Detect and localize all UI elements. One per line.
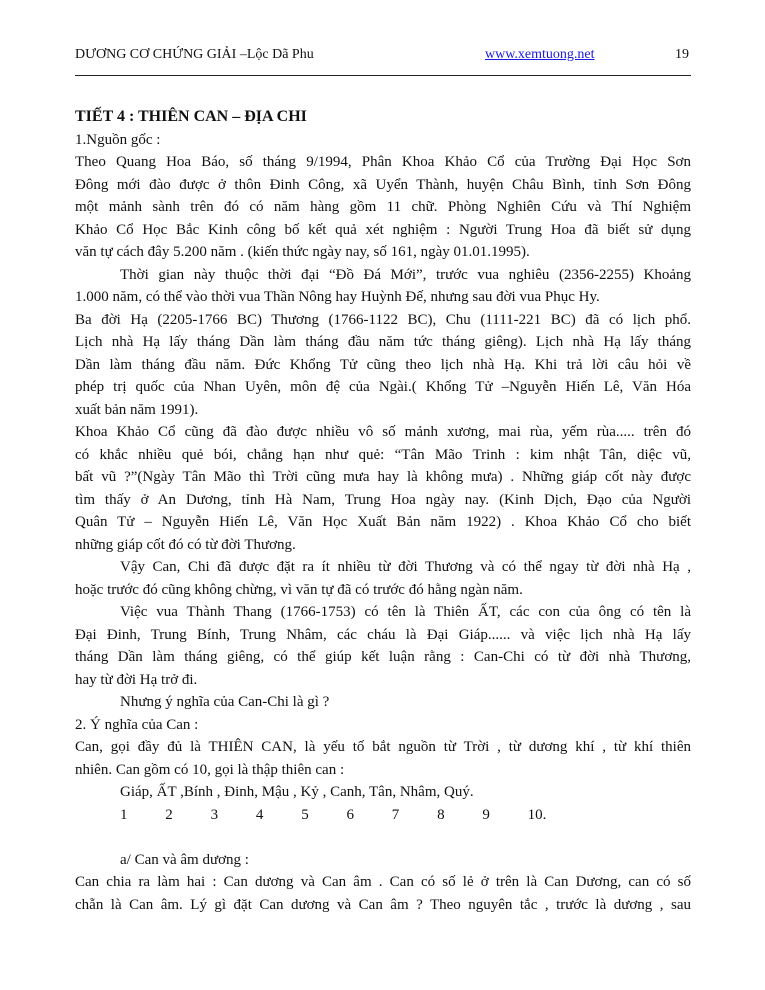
paragraph-line: những giáp cốt đó có từ đời Thương. bbox=[75, 536, 296, 553]
paragraph-line: Đại Đinh, Trung Bính, Trung Nhâm, các cháu là Đại Giáp...... và việc lịch nhà Hạ lấy bbox=[75, 626, 691, 643]
can-numbers bbox=[75, 804, 691, 827]
subsection-meaning: 2. Ý nghĩa của Can : bbox=[75, 716, 199, 733]
paragraph-line: tìm thấy ở An Dương, tỉnh Hà Nam, Trung Hoa ngày nay. (Kinh Dịch, Đạo của Người bbox=[75, 491, 691, 508]
can-number: 2 bbox=[165, 806, 173, 823]
paragraph-line: Khoa Khảo Cổ cũng đã đào được nhiều vô số mảnh xương, mai rùa, yếm rùa..... trên đó bbox=[75, 424, 691, 440]
paragraph-line: hoặc trước đó cũng không chừng, vì văn tự đã có trước đó hằng ngàn năm. bbox=[75, 581, 523, 598]
can-number: 4 bbox=[255, 806, 264, 823]
can-number: 9 bbox=[482, 806, 490, 823]
paragraph-line: văn tự cách đây 5.200 năm . (kiến thức ngày nay, số 161, ngày 01.01.1995). bbox=[75, 244, 530, 260]
paragraph-line: Quân Tử – Nguyễn Hiến Lê, Văn Học Xuất Bản năm 1922) . Khoa Khảo Cổ cho biết bbox=[75, 514, 691, 530]
paragraph-line: nhiên. Can gồm có 10, gọi là thập thiên can : bbox=[75, 761, 345, 778]
paragraph-line: Can, gọi đầy đủ là THIÊN CAN, là yếu tố bắt nguồn từ Trời , từ dương khí , từ khí thiên bbox=[75, 739, 691, 755]
can-number: 1 bbox=[120, 806, 128, 823]
paragraph-line: hay từ đời Hạ trở đi. bbox=[75, 671, 198, 688]
header-divider bbox=[75, 75, 691, 76]
paragraph-line: Thời gian này thuộc thời đại “Đồ Đá Mới”, trước vua nghiêu (2356-2255) Khoảng bbox=[120, 266, 691, 283]
paragraph-line: bất vũ ?”(Ngày Tân Mão thì Trời cũng mưa hay là không mưa) . Những giáp cốt này được bbox=[75, 469, 691, 485]
paragraph-line: xuất bản năm 1991). bbox=[75, 401, 199, 418]
paragraph-line: một mảnh sành trên đó có năm hàng gồm 11 chữ. Phòng Nghiên Cứu và Thí Nghiệm bbox=[75, 199, 691, 215]
page-number: 19 bbox=[675, 47, 689, 62]
paragraph-line: phép trị quốc của Nhan Uyên, môn đệ của Ngài.( Khổng Tử –Nguyễn Hiến Lê, Văn Hóa bbox=[75, 379, 691, 395]
paragraph-line: 1.000 năm, có thể vào thời vua Thần Nông hay Huỳnh Đế, nhưng sau đời vua Phục Hy. bbox=[75, 289, 600, 305]
paragraph-line: có khắc nhiều quẻ bói, chẳng hạn như quẻ: “Tân Mão Trinh : kim nhật Tân, diệc vũ, bbox=[75, 446, 691, 463]
page-header bbox=[75, 47, 691, 67]
can-number: 6 bbox=[346, 806, 354, 823]
section-title: TIẾT 4 : THIÊN CAN – ĐỊA CHI bbox=[75, 108, 307, 125]
paragraph-line: Dần làm tháng đầu năm. Đức Khổng Tử cũng theo lịch nhà Hạ. Khi trả lời câu hỏi về bbox=[75, 356, 691, 373]
paragraph-line: Can chia ra làm hai : Can dương và Can âm . Can có số lẻ ở trên là Can Dương, can có số bbox=[75, 874, 691, 890]
paragraph-line: chẵn là Can âm. Lý gì đặt Can dương và Can âm ? Theo nguyên tắc , trước là dương , sau bbox=[75, 896, 691, 913]
paragraph-line: Theo Quang Hoa Báo, số tháng 9/1994, Phân Khoa Khảo Cổ của Trường Đại Học Sơn bbox=[75, 154, 691, 170]
paragraph-line: Việc vua Thành Thang (1766-1753) có tên là Thiên ẤT, các con của ông có tên là bbox=[120, 604, 691, 620]
header-title: DƯƠNG CƠ CHỨNG GIẢI –Lộc Dã Phu bbox=[75, 47, 314, 62]
paragraph-line: Lịch nhà Hạ lấy tháng Dần làm tháng đầu năm tức tháng giêng). Lịch nhà Hạ lấy tháng bbox=[75, 334, 691, 350]
can-number: 3 bbox=[210, 806, 219, 823]
subsection-origin: 1.Nguồn gốc : bbox=[75, 131, 161, 148]
can-number: 5 bbox=[301, 806, 309, 823]
paragraph-line: tháng Dần làm tháng giêng, có thể giúp kết luận rằng : Can-Chi có từ đời nhà Thương, bbox=[75, 649, 691, 665]
paragraph-line: Ba đời Hạ (2205-1766 BC) Thương (1766-1122 BC), Chu (1111-221 BC) đã có lịch phổ. bbox=[75, 311, 691, 328]
paragraph-line: Khảo Cổ Học Bắc Kinh công bố kết quả xét nghiệm : Người Trung Hoa đã biết sử dụng bbox=[75, 221, 691, 238]
paragraph-line: Nhưng ý nghĩa của Can-Chi là gì ? bbox=[120, 694, 330, 710]
can-list: Giáp, ẤT ,Bính , Đinh, Mậu , Kỷ , Canh, Tân, Nhâm, Quý. bbox=[120, 784, 474, 800]
paragraph-line: Đông mới đào được ở thôn Đinh Công, xã Uyển Thành, huyện Châu Bình, tỉnh Sơn Đông bbox=[75, 176, 691, 193]
blank-line bbox=[75, 826, 691, 849]
can-number: 8 bbox=[437, 806, 445, 823]
subsection-yin-yang: a/ Can và âm dương : bbox=[120, 851, 249, 868]
paragraph-line: Vậy Can, Chi đã được đặt ra ít nhiều từ đời Thương và có thể ngay từ đời nhà Hạ , bbox=[120, 559, 691, 575]
header-website-link[interactable]: www.xemtuong.net bbox=[485, 47, 595, 62]
document-body bbox=[75, 106, 691, 916]
can-number: 7 bbox=[391, 806, 400, 823]
can-number: 10. bbox=[527, 806, 547, 823]
